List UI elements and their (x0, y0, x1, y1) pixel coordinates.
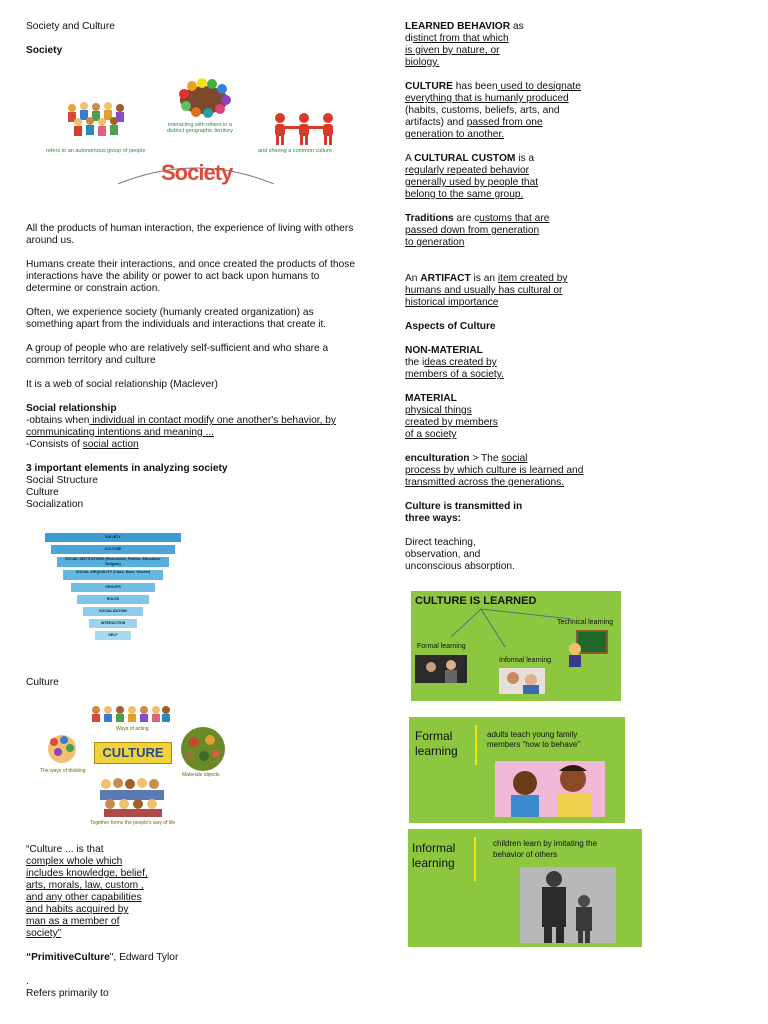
dot: . (26, 976, 29, 987)
culture-sign: CULTURE (94, 742, 172, 764)
nonmaterial-line: members of a society. (405, 369, 504, 380)
informal-learning-panel (408, 829, 642, 947)
quote-open: “Culture ... is that (26, 844, 104, 855)
technical-learning-illustration (565, 629, 605, 665)
pyramid-level: CULTURE (51, 545, 175, 554)
pyramid-level: INTERACTION (89, 619, 137, 628)
para-products: All the products of human interaction, the experience of living with others around us. (26, 223, 354, 246)
pyramid-level: SOCIAL INEQUALITY (Class, Race, Gender) (63, 570, 163, 580)
pyramid-level: SOCIALIZATION (83, 607, 143, 616)
formal-learning-photo (415, 655, 467, 683)
refers-line: Refers primarily to (26, 988, 109, 999)
pyramid-level: SOCIAL INSTITUTIONS (Economics, Politics, Education, Religion) (57, 557, 169, 567)
quote-line: man as a member of (26, 916, 120, 927)
aspects-heading: Aspects of Culture (405, 321, 496, 332)
people-row-illustration (90, 704, 172, 724)
left-body (26, 223, 366, 511)
learned-line: biology. (405, 57, 440, 68)
learned-line: is given by nature, or (405, 45, 500, 56)
ring-of-people-illustration (174, 76, 234, 118)
learned-line: distinct from that which (405, 33, 509, 44)
society-figure (26, 72, 364, 210)
artifact-line: historical importance (405, 297, 499, 308)
quote-line: society” (26, 928, 62, 939)
head-thinking-icon (42, 732, 82, 766)
enculturation-line: transmitted across the generations. (405, 477, 565, 488)
quote-line: arts, morals, law, custom , (26, 880, 144, 891)
para-humans-create: Humans create their interactions, and once created the products of those interactions have the ability or power to act back upon humans to determine or constrain action. (26, 259, 356, 294)
parent-child-illustration (495, 761, 605, 817)
document-title: Society and Culture (26, 21, 115, 32)
culture-def-line: generation to another. (405, 129, 505, 140)
custom-line: generally used by people that (405, 177, 539, 188)
material-heading: MATERIAL (405, 393, 457, 404)
traditions-line: to generation (405, 237, 465, 248)
caption-autonomous: refers to an autonomous group of people (46, 148, 146, 154)
crowd-illustration (98, 776, 168, 818)
artifact-line: An ARTIFACT is an item created by (405, 273, 568, 284)
citation: “PrimitiveCulture", Edward Tylor (26, 952, 179, 963)
way-item: unconscious absorption. (405, 561, 515, 572)
way-item: Direct teaching, (405, 537, 476, 548)
para-experience: Often, we experience society (humanly created organization) as something apart from the individuals and interactions that create it. (26, 307, 327, 330)
panel-title: Formal learning (415, 729, 458, 758)
para-group: A group of people who are relatively self-sufficient and who share a common territory and culture (26, 343, 329, 366)
panel-title: Informal learning (412, 841, 456, 870)
social-relationship-consists: -Consists of social action (26, 439, 139, 450)
accent-divider (474, 837, 476, 881)
custom-line: regularly repeated behavior (405, 165, 530, 176)
culture-is-learned-panel (411, 591, 621, 701)
way-item: observation, and (405, 549, 481, 560)
social-relationship-definition: -obtains when individual in contact modify one another's behavior, by communicating intentions and meaning ... (26, 415, 337, 438)
culture-def-line: CULTURE has been used to designate (405, 81, 581, 92)
caption-material-objects: Materials objects (182, 772, 220, 778)
element-item: Culture (26, 487, 59, 498)
nonmaterial-heading: NON-MATERIAL (405, 345, 483, 356)
right-column (405, 21, 645, 573)
traditions-line: Traditions are customs that are (405, 213, 550, 224)
enculturation-line: process by which culture is learned and (405, 465, 584, 476)
caption-ways-of-thinking: The ways of thinking (40, 768, 86, 774)
culture-def-line: artifacts) and passed from one (405, 117, 543, 128)
social-relationship-heading: Social relationship (26, 403, 117, 414)
crowd-illustration (64, 98, 130, 142)
society-pyramid-diagram (45, 533, 190, 643)
left-column (26, 21, 366, 57)
enculturation-line: enculturation > The social (405, 453, 528, 464)
artifact-line: humans and usually has cultural or (405, 285, 563, 296)
formal-learning-panel (409, 717, 625, 823)
element-item: Socialization (26, 499, 84, 510)
caption-ways-of-acting: Ways of acting (116, 726, 149, 732)
society-heading: Society (26, 45, 63, 56)
material-objects-icon (176, 726, 230, 772)
quote-line: includes knowledge, belief, (26, 868, 148, 879)
traditions-line: passed down from generation (405, 225, 540, 236)
transmitted-heading: Culture is transmitted in (405, 501, 523, 512)
transmitted-heading: three ways: (405, 513, 462, 524)
para-web: It is a web of social relationship (Maclever) (26, 379, 218, 390)
panel-description: children learn by imitating the behavior of others (493, 839, 598, 859)
quote-line: and habits acquired by (26, 904, 129, 915)
culture-def-line: (habits, customs, beliefs, arts, and (405, 105, 560, 116)
culture-label: Culture (26, 677, 59, 688)
red-figures-illustration (268, 112, 340, 146)
quote-line: and any other capabilities (26, 892, 142, 903)
informal-learning-label: Informal learning (499, 657, 552, 664)
nonmaterial-line: the ideas created by (405, 357, 497, 368)
caption-sharing: and sharing a common culture (258, 148, 332, 154)
material-line: of a society (405, 429, 457, 440)
father-son-photo (520, 867, 616, 943)
element-item: Social Structure (26, 475, 98, 486)
tylor-quote (26, 844, 226, 1000)
panel-title: CULTURE IS LEARNED (415, 595, 537, 607)
society-word-art: Society (161, 160, 233, 185)
pyramid-level: GROUPS (71, 583, 155, 592)
caption-way-of-life: Together forms the people's way of life (90, 820, 176, 826)
panel-description: adults teach young family members “how to behave” (487, 730, 580, 749)
informal-learning-photo (499, 668, 545, 694)
culture-figure (36, 702, 246, 830)
learned-behavior-line: LEARNED BEHAVIOR as (405, 21, 524, 32)
material-line: physical things (405, 405, 472, 416)
quote-line: complex whole which (26, 856, 123, 867)
custom-line: belong to the same group. (405, 189, 524, 200)
custom-line: A CULTURAL CUSTOM is a (405, 153, 535, 164)
pyramid-level: SOCIETY (45, 533, 181, 542)
material-line: created by members (405, 417, 498, 428)
formal-learning-label: Formal learning (417, 643, 466, 650)
elements-heading: 3 important elements in analyzing society (26, 463, 228, 474)
accent-divider (475, 725, 477, 765)
pyramid-level: ROLES (77, 595, 149, 604)
caption-interacting: interacting with others in a distinct geographic territory (166, 122, 234, 134)
pyramid-level: SELF (95, 631, 131, 640)
technical-learning-label: Technical learning (557, 619, 614, 626)
culture-def-line: everything that is humanly produced (405, 93, 569, 104)
